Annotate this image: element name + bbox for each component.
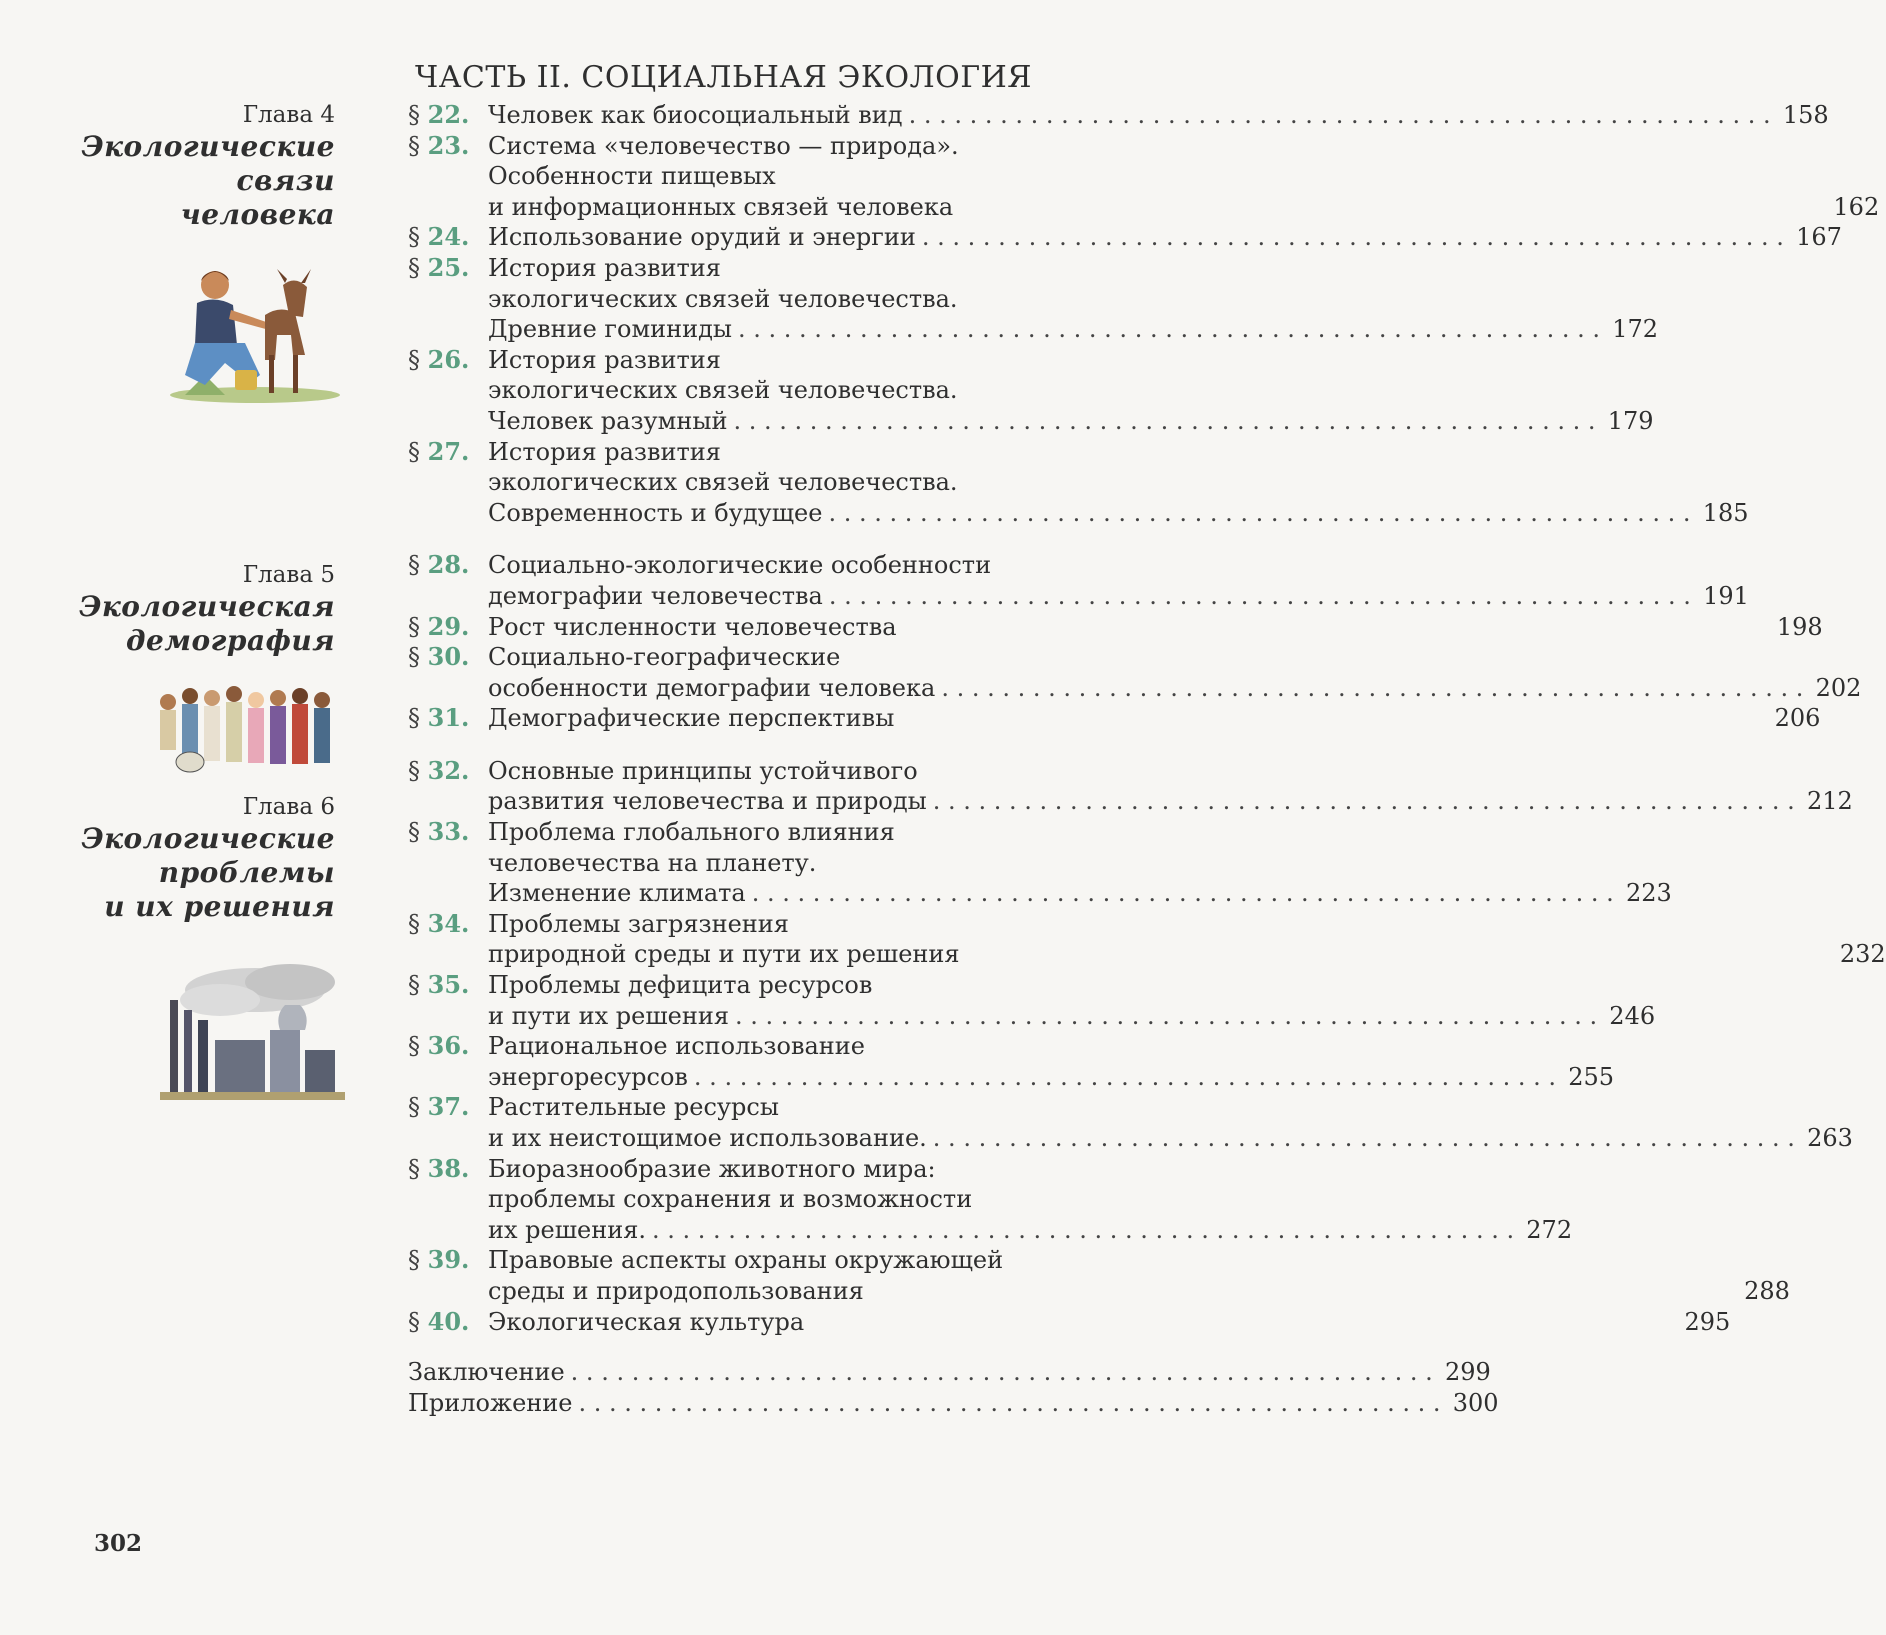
section-number-value: 27. xyxy=(427,436,470,466)
section-number xyxy=(408,131,488,223)
leader-dots xyxy=(571,1357,1433,1388)
section-number xyxy=(408,1245,488,1306)
entry-title-line: Социально-экологические особенности xyxy=(488,551,992,580)
chapter-title-line: проблемы xyxy=(158,856,335,889)
toc-entry[interactable] xyxy=(408,130,1880,223)
entry-title-line: Особенности пищевых xyxy=(488,162,776,191)
section-number xyxy=(408,642,488,703)
section-number-value: 29. xyxy=(427,611,470,641)
page-ref: 198 xyxy=(1776,612,1823,641)
leader-dots xyxy=(829,581,1691,612)
section-sign: § xyxy=(408,1246,420,1275)
appendix-entry[interactable] xyxy=(408,1357,1491,1388)
section-sign: § xyxy=(408,818,420,847)
leader-dots xyxy=(909,100,1771,131)
section-number-value: 25. xyxy=(427,252,470,282)
page-ref: 162 xyxy=(1833,192,1880,221)
toc-entry[interactable] xyxy=(408,436,1749,529)
chapter-5-heading xyxy=(40,560,335,658)
leader-dots xyxy=(738,314,1600,345)
page-ref: 288 xyxy=(1744,1276,1790,1305)
section-number-value: 34. xyxy=(427,908,470,938)
section-sign: § xyxy=(408,643,420,672)
entry-title-line: Биоразнообразие животного мира: xyxy=(488,1154,936,1183)
appendix-label: Заключение xyxy=(408,1358,565,1387)
section-sign: § xyxy=(408,1093,420,1122)
entry-title-line: Человек как биосоциальный вид xyxy=(488,101,903,129)
entry-title-line: Демографические перспективы xyxy=(488,704,895,733)
chapter-6-heading xyxy=(40,792,335,924)
section-number xyxy=(408,222,488,253)
page-ref: 232 xyxy=(1839,940,1886,969)
entry-title-line: Правовые аспекты охраны окружающей xyxy=(488,1246,1004,1275)
entry-title-line: Рост численности человечества xyxy=(488,612,897,641)
toc-entry[interactable] xyxy=(408,642,1862,703)
entry-title-line: Рациональное использование xyxy=(488,1032,865,1061)
section-number-value: 23. xyxy=(427,130,470,160)
section-number xyxy=(408,703,488,734)
entry-title-line: История развития xyxy=(488,345,721,374)
appendix-entry[interactable] xyxy=(408,1388,1499,1419)
section-number-value: 28. xyxy=(427,550,470,580)
chapter-title-line: и их решения xyxy=(104,890,335,923)
section-number xyxy=(408,1092,488,1153)
section-number-value: 31. xyxy=(427,703,470,733)
page-ref: 223 xyxy=(1625,879,1672,908)
leader-dots xyxy=(933,1123,1795,1154)
section-number-value: 24. xyxy=(427,222,470,252)
chapter-title-line: Экологические xyxy=(81,130,335,163)
page-ref: 295 xyxy=(1684,1307,1731,1336)
entry-title-line: демографии человечества xyxy=(488,581,823,610)
page-number: 302 xyxy=(94,1530,143,1557)
section-sign: § xyxy=(408,551,420,580)
page-ref: 202 xyxy=(1815,673,1862,702)
entry-title-line: Проблемы дефицита ресурсов xyxy=(488,971,873,1000)
leader-dots xyxy=(578,1388,1440,1419)
section-number xyxy=(408,756,488,817)
section-number-value: 36. xyxy=(427,1031,470,1061)
entry-title-line: среды и природопользования xyxy=(488,1276,864,1305)
toc-entry[interactable] xyxy=(408,1245,1790,1306)
section-number-value: 38. xyxy=(427,1153,470,1183)
section-number xyxy=(408,437,488,529)
section-number-value: 35. xyxy=(427,970,470,1000)
section-number xyxy=(408,909,488,970)
section-sign: § xyxy=(408,437,420,466)
section-sign: § xyxy=(408,1154,420,1183)
entry-title-line: История развития xyxy=(488,253,721,282)
chapter-label: Глава 6 xyxy=(242,794,335,820)
entry-title-line: их решения. xyxy=(488,1215,647,1244)
leader-dots xyxy=(733,406,1595,437)
entry-title-line: и пути их решения xyxy=(488,1001,730,1030)
toc-entry[interactable] xyxy=(408,222,1842,253)
woman-with-fawn-illustration xyxy=(165,255,340,405)
section-number-value: 32. xyxy=(427,755,470,785)
group-of-people-illustration xyxy=(150,680,340,775)
entry-title-line: природной среды и пути их решения xyxy=(488,940,960,969)
section-number-value: 22. xyxy=(427,100,470,129)
section-sign: § xyxy=(408,345,420,374)
industrial-pollution-illustration xyxy=(160,960,345,1100)
toc-entry[interactable] xyxy=(408,252,1659,345)
toc-entry[interactable] xyxy=(408,703,1821,734)
entry-title-line: экологических связей человечества. xyxy=(488,376,958,405)
page-ref: 158 xyxy=(1782,101,1829,129)
entry-title-line: экологических связей человечества. xyxy=(488,284,958,313)
page-ref: 179 xyxy=(1607,406,1654,435)
leader-dots xyxy=(694,1062,1556,1093)
entry-title-line: Использование орудий и энергии xyxy=(488,223,916,252)
entry-title-line: особенности демографии человека xyxy=(488,673,936,702)
section-number-value: 39. xyxy=(427,1245,470,1275)
toc-entry[interactable] xyxy=(408,908,1886,970)
entry-title-line: развития человечества и природы xyxy=(488,787,927,816)
entry-title-line: Древние гоминиды xyxy=(488,315,732,344)
chapter-4-heading xyxy=(40,100,335,232)
leader-dots xyxy=(941,673,1803,704)
part-title: ЧАСТЬ II. СОЦИАЛЬНАЯ ЭКОЛОГИЯ xyxy=(415,60,1033,95)
section-number xyxy=(408,253,488,345)
entry-title-line: Изменение климата xyxy=(488,879,746,908)
section-number-value: 40. xyxy=(427,1306,470,1336)
page-ref: 255 xyxy=(1568,1062,1614,1091)
leader-dots xyxy=(652,1215,1514,1246)
toc-entry[interactable] xyxy=(408,755,1853,817)
section-number-value: 37. xyxy=(427,1092,470,1122)
page-ref: 272 xyxy=(1526,1215,1573,1244)
leader-dots xyxy=(828,498,1690,529)
entry-title-line: Растительные ресурсы xyxy=(488,1093,779,1122)
page-ref: 191 xyxy=(1703,581,1749,610)
section-sign: § xyxy=(408,1032,420,1061)
entry-title-line: Система «человечество — природа». xyxy=(488,131,959,160)
section-sign: § xyxy=(408,223,420,252)
page-ref: 300 xyxy=(1452,1388,1499,1417)
toc-entry[interactable] xyxy=(408,550,1749,611)
entry-title-line: История развития xyxy=(488,437,721,466)
entry-title-line: проблемы сохранения и возможности xyxy=(488,1185,973,1214)
section-number xyxy=(408,345,488,437)
section-number xyxy=(408,970,488,1031)
appendix-label: Приложение xyxy=(408,1388,573,1417)
entry-title-line: и их неистощимое использование. xyxy=(488,1124,927,1152)
section-number xyxy=(408,817,488,909)
chapter-title-line: Экологические xyxy=(81,822,335,855)
section-sign: § xyxy=(408,253,420,282)
toc-entry[interactable] xyxy=(408,817,1672,909)
entry-title-line: Проблемы загрязнения xyxy=(488,909,789,938)
section-number xyxy=(408,1154,488,1246)
page-ref: 299 xyxy=(1444,1358,1491,1387)
entry-title-line: Современность и будущее xyxy=(488,498,823,527)
toc-entry[interactable] xyxy=(408,611,1823,643)
toc-entry[interactable] xyxy=(408,1031,1614,1092)
section-sign: § xyxy=(408,612,420,641)
chapter-title-line: связи xyxy=(236,164,335,197)
section-number-value: 26. xyxy=(427,344,470,374)
entry-title-line: Экологическая культура xyxy=(488,1307,805,1336)
leader-dots xyxy=(735,1001,1597,1032)
toc-entry[interactable] xyxy=(408,100,1829,131)
section-number xyxy=(408,612,488,643)
entry-title-line: экологических связей человечества. xyxy=(488,468,958,497)
section-number-value: 33. xyxy=(427,817,470,847)
page-ref: 212 xyxy=(1806,787,1853,816)
leader-dots xyxy=(922,222,1784,253)
leader-dots xyxy=(933,786,1795,817)
section-sign: § xyxy=(408,909,420,938)
section-sign: § xyxy=(408,101,420,129)
toc-entry[interactable] xyxy=(408,344,1654,437)
chapter-label: Глава 4 xyxy=(242,102,335,128)
section-number xyxy=(408,100,488,131)
section-number xyxy=(408,550,488,611)
chapter-title-line: Экологическая xyxy=(79,590,335,623)
page-ref: 263 xyxy=(1807,1124,1853,1152)
section-number xyxy=(408,1307,488,1338)
leader-dots xyxy=(752,878,1614,909)
entry-title-line: Социально-географические xyxy=(488,643,841,672)
entry-title-line: Основные принципы устойчивого xyxy=(488,756,918,785)
chapter-label: Глава 5 xyxy=(242,562,335,588)
section-sign: § xyxy=(408,704,420,733)
chapter-title-line: человека xyxy=(180,198,335,231)
entry-title-line: Человек разумный xyxy=(488,406,728,435)
toc-entry[interactable] xyxy=(408,1153,1573,1246)
entry-title-line: и информационных связей человека xyxy=(488,192,954,221)
entry-title-line: человечества на планету. xyxy=(488,848,817,877)
page-ref: 172 xyxy=(1612,315,1659,344)
page-ref: 167 xyxy=(1796,223,1842,252)
section-sign: § xyxy=(408,756,420,785)
page-ref: 185 xyxy=(1702,498,1749,527)
entry-title-line: Проблема глобального влияния xyxy=(488,818,895,847)
page-ref: 206 xyxy=(1774,704,1821,733)
toc-entry[interactable] xyxy=(408,970,1656,1031)
toc-entry[interactable] xyxy=(408,1306,1731,1338)
section-number-value: 30. xyxy=(427,642,470,672)
section-sign: § xyxy=(408,971,420,1000)
section-sign: § xyxy=(408,1307,420,1336)
chapter-title-line: демография xyxy=(126,624,335,657)
entry-title-line: энергоресурсов xyxy=(488,1062,688,1091)
section-number xyxy=(408,1031,488,1092)
page-ref: 246 xyxy=(1609,1001,1656,1030)
table-of-contents xyxy=(408,100,1886,1418)
toc-entry[interactable] xyxy=(408,1092,1853,1153)
section-sign: § xyxy=(408,131,420,160)
